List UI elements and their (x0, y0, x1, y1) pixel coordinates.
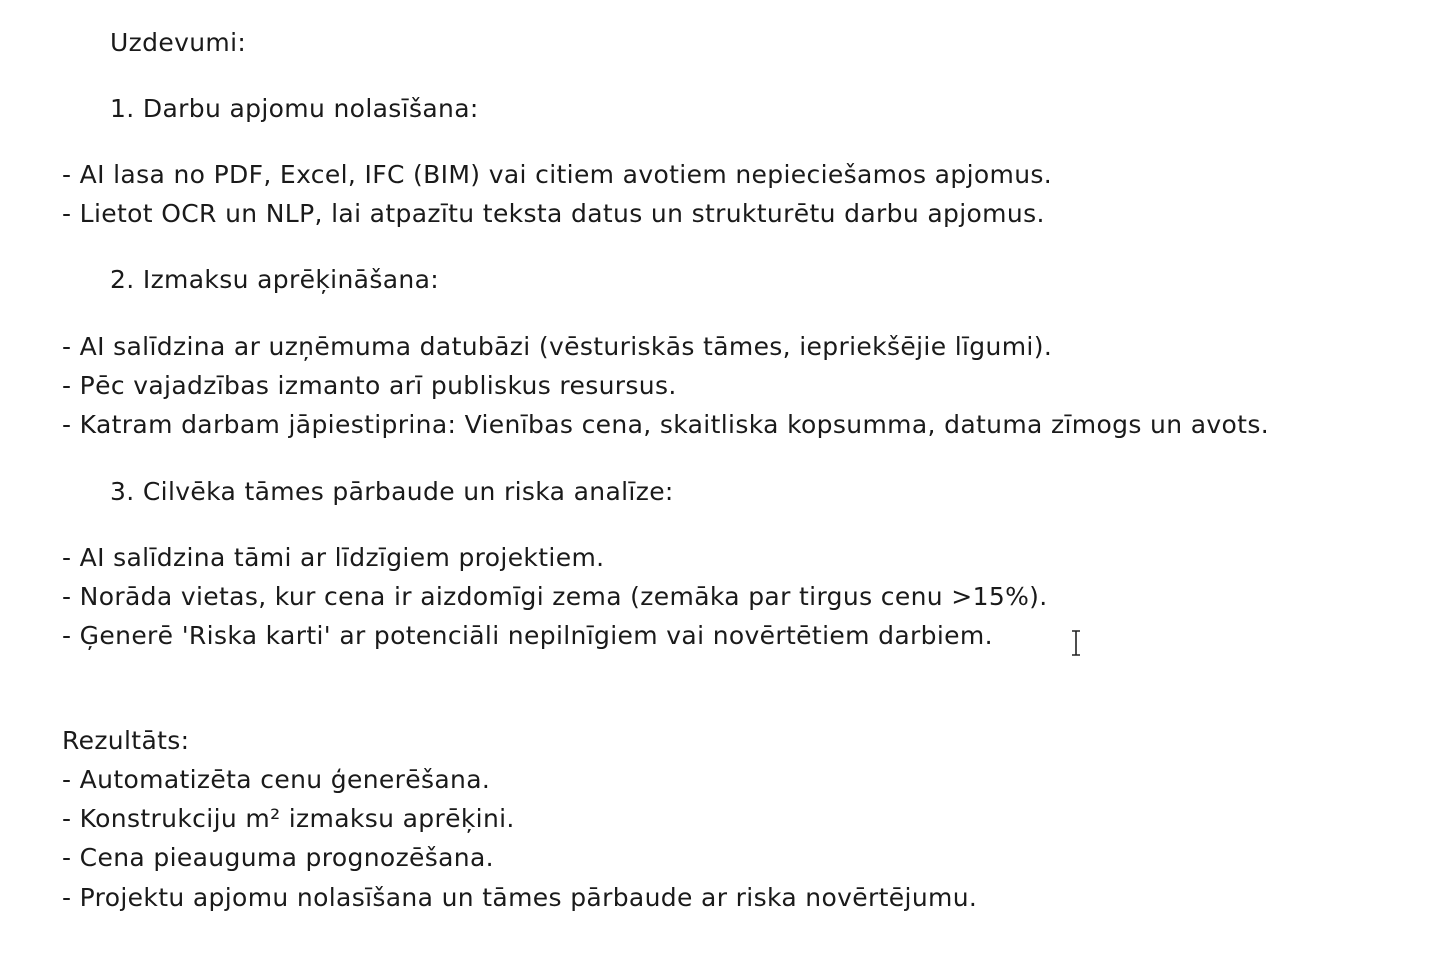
list-item: - Konstrukciju m² izmaksu aprēķini. (62, 804, 515, 833)
list-item: - Lietot OCR un NLP, lai atpazītu teksta datus un strukturētu darbu apjomus. (62, 199, 1045, 228)
list-item: - Projektu apjomu nolasīšana un tāmes pārbaude ar riska novērtējumu. (62, 883, 978, 912)
list-item: - Automatizēta cenu ģenerēšana. (62, 765, 491, 794)
list-item: - Pēc vajadzības izmanto arī publiskus resursus. (62, 371, 677, 400)
section-title-1: 1. Darbu apjomu nolasīšana: (110, 94, 479, 123)
list-item: - AI lasa no PDF, Excel, IFC (BIM) vai citiem avotiem nepieciešamos apjomus. (62, 160, 1053, 189)
text-cursor-icon (1070, 630, 1082, 656)
heading-tasks: Uzdevumi: (110, 28, 247, 57)
list-item: - Katram darbam jāpiestiprina: Vienības cena, skaitliska kopsumma, datuma zīmogs un avots. (62, 410, 1269, 439)
list-item: - Cena pieauguma prognozēšana. (62, 843, 494, 872)
list-item: - Ģenerē 'Riska karti' ar potenciāli nepilnīgiem vai novērtētiem darbiem. (62, 621, 993, 650)
result-title: Rezultāts: (62, 726, 190, 755)
list-item: - AI salīdzina ar uzņēmuma datubāzi (vēsturiskās tāmes, iepriekšējie līgumi). (62, 332, 1053, 361)
list-item: - AI salīdzina tāmi ar līdzīgiem projektiem. (62, 543, 605, 572)
list-item: - Norāda vietas, kur cena ir aizdomīgi zema (zemāka par tirgus cenu >15%). (62, 582, 1048, 611)
section-title-2: 2. Izmaksu aprēķināšana: (110, 265, 440, 294)
section-title-3: 3. Cilvēka tāmes pārbaude un riska analīze: (110, 477, 674, 506)
